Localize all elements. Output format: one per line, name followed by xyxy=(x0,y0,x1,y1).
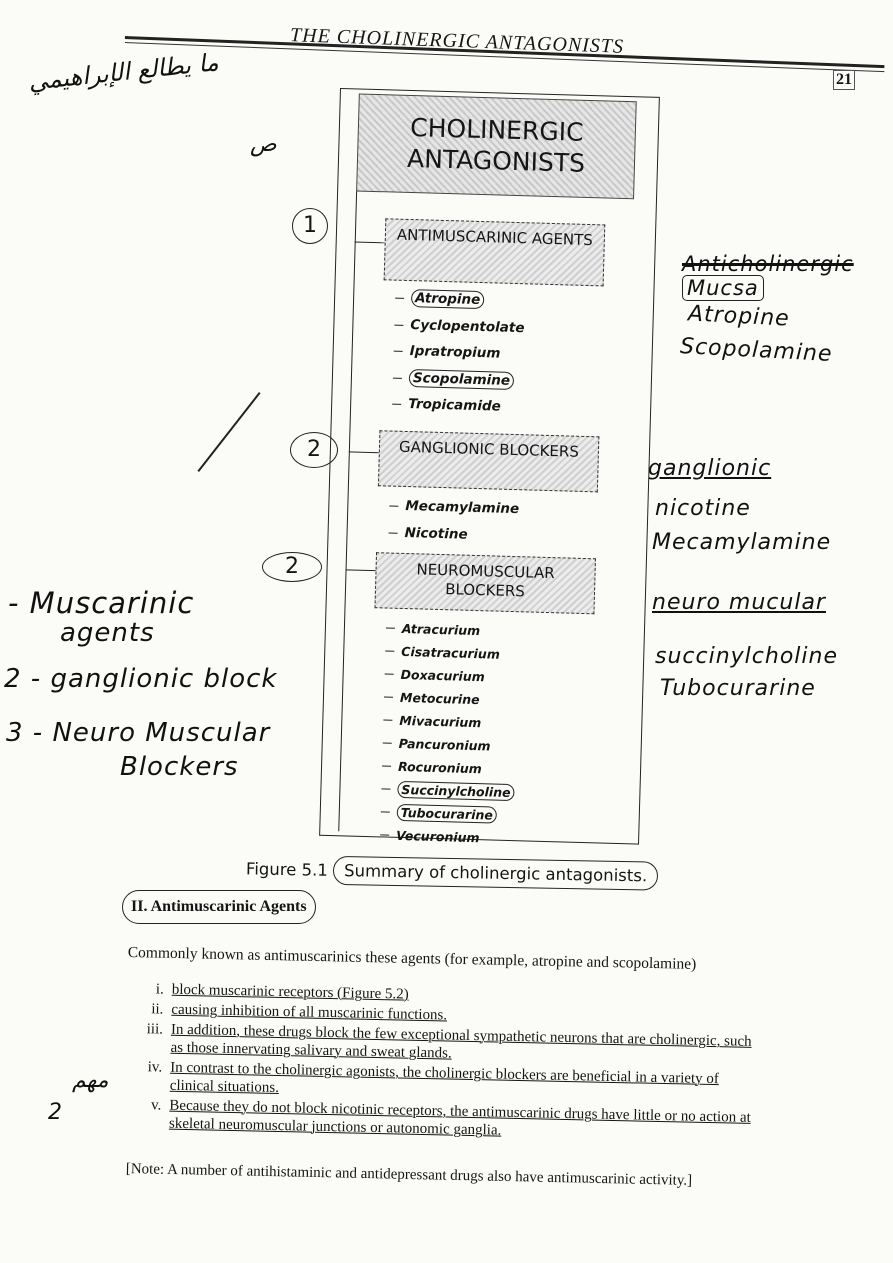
item-list xyxy=(135,980,766,1147)
connector-neuromuscular xyxy=(346,569,376,571)
handwritten-note: ganglionic xyxy=(648,456,772,481)
handwritten-note: nicotine xyxy=(655,496,751,521)
caption-prefix: Figure 5.1 xyxy=(245,859,329,880)
handwritten-circle-1: 1 xyxy=(292,208,328,244)
page-number: 21 xyxy=(833,70,855,90)
list-item: Rocuronium xyxy=(382,754,516,781)
list-item: ii. causing inhibition of all muscarinic functions. xyxy=(151,1001,448,1024)
handwritten-slash xyxy=(197,392,260,472)
handwritten-note: Mecamylamine xyxy=(652,530,832,555)
figure-caption xyxy=(246,854,659,890)
list-item: Vecuronium xyxy=(380,823,514,850)
running-header: THE CHOLINERGIC ANTAGONISTS xyxy=(289,24,625,58)
handwritten-arabic-sub: ص xyxy=(250,132,277,157)
figure-panel xyxy=(319,88,660,845)
list-item: Succinylcholine xyxy=(381,777,515,804)
antimuscarinic-list xyxy=(392,285,526,421)
list-item: Tubocurarine xyxy=(380,800,514,827)
note-paragraph: [Note: A number of antihistaminic and antidepressant drugs also have antimuscarinic activity.] xyxy=(125,1160,693,1189)
handwritten-circle-3: 2 xyxy=(262,552,322,582)
section-heading: II. Antimuscarinic Agents xyxy=(122,890,316,924)
handwritten-note: neuro mucular xyxy=(652,590,826,615)
handwritten-note: Atropine xyxy=(687,301,791,332)
list-item: Nicotine xyxy=(388,519,518,549)
list-item: Mivacurium xyxy=(383,708,517,735)
handwritten-number-bottom: 2 xyxy=(48,1100,63,1125)
boxed-word: Mucsa xyxy=(682,275,764,301)
list-item: Ipratropium xyxy=(393,338,524,368)
ganglionic-list xyxy=(388,493,519,550)
tree-trunk xyxy=(338,191,357,831)
list-item: Atracurium xyxy=(386,616,520,643)
list-item: Doxacurium xyxy=(384,662,518,689)
list-item: Atropine xyxy=(395,285,526,315)
handwritten-arabic-top: ما يطالع الإبراهيمي xyxy=(27,48,220,96)
connector-ganglionic xyxy=(349,451,379,453)
group-neuromuscular: NEUROMUSCULAR BLOCKERS xyxy=(374,552,595,614)
list-item: iv. In contrast to the cholinergic agonists, the cholinergic blockers are beneficial in a variety of clinical situations. xyxy=(147,1059,720,1096)
list-item: Cyclopentolate xyxy=(394,311,525,341)
handwritten-arabic-bottom: مهم xyxy=(72,1068,109,1093)
list-item: Mecamylamine xyxy=(389,493,519,523)
handwritten-left-note: 3 - Neuro Muscular xyxy=(6,718,271,748)
caption-text: Summary of cholinergic antagonists. xyxy=(333,856,659,891)
handwritten-left-note: Blockers xyxy=(120,752,239,782)
group-ganglionic: GANGLIONIC BLOCKERS xyxy=(378,430,599,492)
list-item: Cisatracurium xyxy=(385,639,519,666)
figure-title: CHOLINERGIC ANTAGONISTS xyxy=(356,94,637,200)
group-antimuscarinic: ANTIMUSCARINIC AGENTS xyxy=(384,218,606,286)
list-item: Pancuronium xyxy=(382,731,516,758)
connector-antimuscarinic xyxy=(355,241,385,243)
list-item: v. Because they do not block nicotinic receptors, the antimuscarinic drugs have little or no action at skeletal neuromuscular junctions or autonomic ganglia. xyxy=(150,1097,751,1139)
handwritten-left-note: - Muscarinic xyxy=(8,586,195,620)
list-item: iii. In addition, these drugs block the few exceptional sympathetic neurons that are cholinergic, such as those innervating salivary and sweat glands. xyxy=(146,1021,752,1062)
list-item: Tropicamide xyxy=(392,391,523,421)
handwritten-right-header xyxy=(682,252,893,300)
intro-paragraph: Commonly known as antimuscarinics these agents (for example, atropine and scopolamine) xyxy=(127,943,697,973)
struck-word: Anticholinergic xyxy=(682,252,854,276)
neuromuscular-list xyxy=(380,616,520,850)
handwritten-circle-2: 2 xyxy=(290,432,338,468)
handwritten-note: succinylcholine xyxy=(655,644,838,669)
list-item: Scopolamine xyxy=(393,364,524,394)
handwritten-note: Tubocurarine xyxy=(660,676,816,701)
list-item: Metocurine xyxy=(384,685,518,712)
handwritten-left-note: 2 - ganglionic block xyxy=(4,664,278,694)
list-item: i. block muscarinic receptors (Figure 5.2) xyxy=(155,981,409,1003)
handwritten-note: Scopolamine xyxy=(679,334,834,367)
handwritten-left-note: agents xyxy=(60,618,155,648)
